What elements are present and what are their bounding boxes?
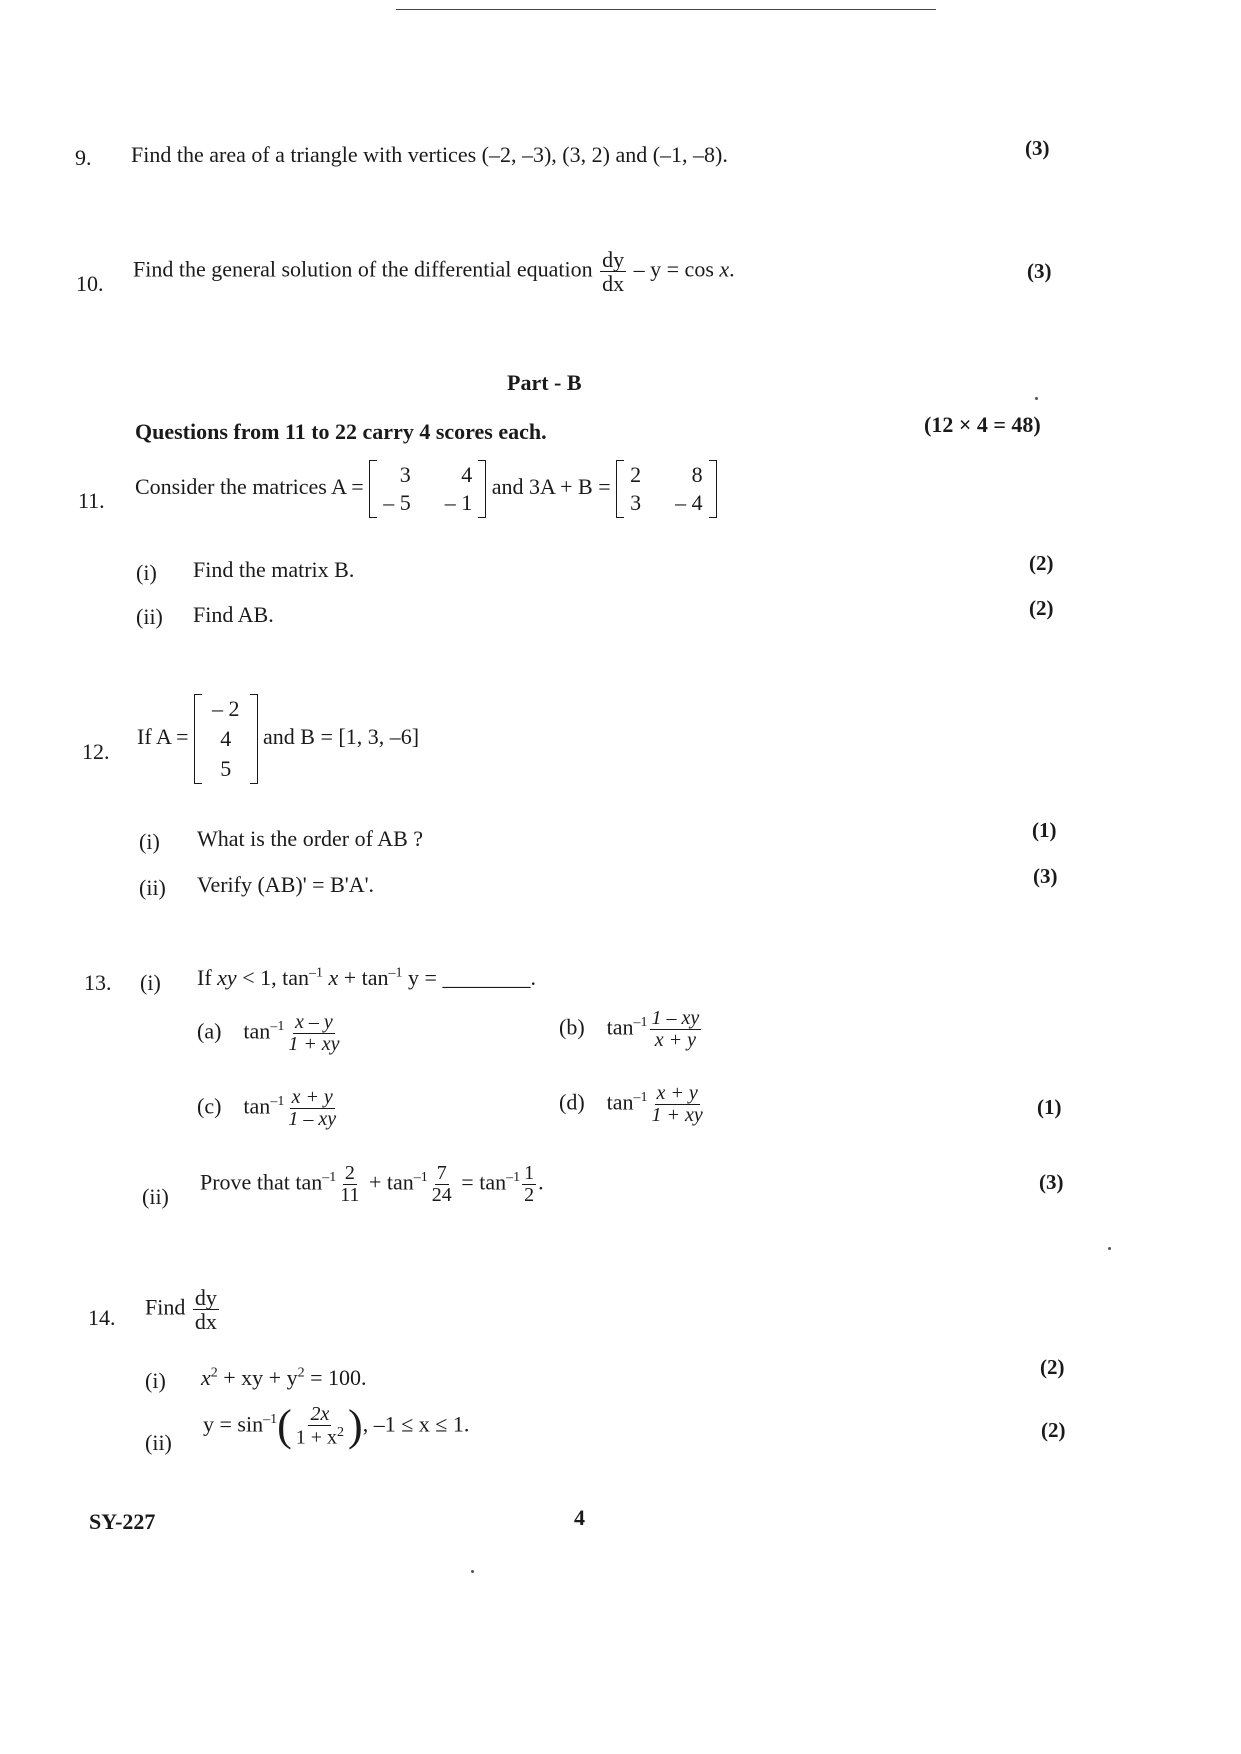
inverse-sup: –1 — [388, 965, 403, 981]
left-paren: ( — [277, 1401, 292, 1451]
inverse-sup: –1 — [308, 965, 323, 981]
q12-mid: and B = [1, 3, –6] — [263, 724, 420, 750]
fraction-2-11: $\frac{2}{11}$ — [340, 1162, 360, 1206]
inverse-sup: –1 — [270, 1019, 285, 1035]
option-label: (b) — [559, 1014, 585, 1040]
q14-i-mid: + xy + y — [223, 1365, 298, 1390]
q12-i-label: (i) — [139, 829, 160, 854]
q10-var: x — [719, 256, 730, 282]
scan-speck — [471, 1570, 474, 1573]
tan: tan — [606, 1014, 634, 1040]
q14-ii-tail: , –1 ≤ x ≤ 1. — [362, 1411, 470, 1437]
q13-i-xy: xy — [217, 965, 237, 990]
q12-ii-label: (ii) — [139, 875, 166, 900]
option-label: (a) — [197, 1018, 222, 1044]
q11-i-text: Find the matrix B. — [193, 557, 355, 582]
option-label: (c) — [197, 1093, 222, 1119]
matrix-cell: – 4 — [675, 490, 703, 515]
q14-ii-pre: y = sin — [203, 1411, 264, 1437]
inverse-sup: –1 — [322, 1170, 337, 1186]
q13-ii-statement — [200, 1163, 544, 1206]
part-b-total: (12 × 4 = 48) — [924, 412, 1041, 437]
q14-lead: Find — [145, 1294, 186, 1320]
q13-option-d — [559, 1083, 707, 1126]
matrix-cell: – 1 — [444, 490, 473, 515]
q13-option-b — [559, 1008, 703, 1051]
q13-i-cond: < 1, tan — [242, 965, 309, 990]
q11-lead: Consider the matrices A = — [135, 474, 364, 500]
matrix-cell: 3 — [630, 490, 642, 515]
matrix-cell: 4 — [461, 462, 473, 487]
q12-i-text: What is the order of AB ? — [197, 826, 424, 851]
q14-number: 14. — [88, 1305, 116, 1330]
q14-derivative: $\frac{dy}{dx}$ — [194, 1285, 217, 1335]
equals: = — [461, 1169, 474, 1195]
plus: + — [368, 1169, 382, 1195]
top-rule — [396, 9, 936, 10]
option-label: (d) — [559, 1089, 585, 1115]
matrix-cell: 8 — [691, 462, 703, 487]
q14-i-end: = 100. — [310, 1365, 367, 1390]
matrix-cell: 3 — [399, 462, 411, 487]
q14-ii-fraction: $\frac{2x}{1 + x^2}$ — [295, 1403, 345, 1449]
q12-i-marks: (1) — [1032, 818, 1057, 842]
page-number: 4 — [574, 1505, 585, 1530]
q10-tail: – y = cos — [633, 256, 714, 282]
inverse-sup: –1 — [270, 1094, 285, 1110]
q11-mid: and 3A + B = — [491, 474, 611, 500]
q13-i-x: x — [328, 965, 339, 990]
inverse-sup: –1 — [263, 1412, 278, 1428]
right-paren: ) — [348, 1401, 363, 1451]
page-code: SY-227 — [89, 1509, 156, 1534]
q11-line — [135, 460, 717, 518]
square-sup: 2 — [297, 1365, 305, 1381]
tan: tan — [386, 1169, 414, 1195]
matrix-cell: 4 — [220, 726, 232, 751]
q13-i-label: (i) — [140, 970, 161, 995]
q9-number: 9. — [75, 145, 92, 170]
scan-speck — [1108, 1247, 1111, 1250]
q13-i-stem — [197, 965, 536, 991]
matrix-cell: – 2 — [212, 696, 240, 721]
part-b-title: Part - B — [507, 370, 582, 395]
q12-matrix-a — [194, 694, 258, 784]
q13-i-plus: + tan — [343, 965, 389, 990]
q13-i-marks: (1) — [1037, 1095, 1062, 1119]
option-fraction: $\frac{x + y}{1 - xy}$ — [288, 1086, 337, 1130]
q13-ii-marks: (3) — [1039, 1170, 1064, 1194]
q14-i-label: (i) — [145, 1368, 166, 1393]
tan: tan — [243, 1018, 271, 1044]
q11-number: 11. — [78, 488, 105, 513]
q13-number: 13. — [84, 970, 112, 995]
q12-lead: If A = — [137, 724, 189, 750]
scan-speck — [1035, 397, 1038, 400]
q12-ii-text: Verify (AB)' = B'A'. — [197, 872, 375, 897]
q12-ii-marks: (3) — [1033, 864, 1058, 888]
q13-ii-end: . — [538, 1169, 544, 1195]
fraction-1-2: $\frac{1}{2}$ — [524, 1162, 535, 1206]
q10-number: 10. — [76, 271, 104, 296]
q14-ii-equation — [203, 1401, 470, 1451]
q13-i-y: y = — [408, 965, 437, 990]
inverse-sup: –1 — [633, 1015, 648, 1031]
matrix-cell: 5 — [220, 756, 232, 781]
tan: tan — [243, 1093, 271, 1119]
q11-ii-label: (ii) — [136, 604, 163, 629]
q9-text: Find the area of a triangle with vertices (–2, –3), (3, 2) and (–1, –8). — [131, 142, 728, 167]
q13-ii-label: (ii) — [142, 1184, 169, 1209]
q10-marks: (3) — [1027, 259, 1052, 283]
fraction-7-24: $\frac{7}{24}$ — [431, 1162, 452, 1206]
q14-i-marks: (2) — [1040, 1355, 1065, 1379]
option-fraction: $\frac{x - y}{1 + xy}$ — [288, 1011, 340, 1055]
q13-i-blank: ________. — [442, 965, 536, 990]
q9-marks: (3) — [1025, 136, 1050, 160]
q14-i-equation — [201, 1365, 367, 1391]
matrix-cell: – 5 — [383, 490, 411, 515]
part-b-instruction: Questions from 11 to 22 carry 4 scores each. — [135, 419, 547, 444]
inverse-sup: –1 — [506, 1170, 521, 1186]
q13-option-c — [197, 1087, 340, 1130]
q11-i-label: (i) — [136, 560, 157, 585]
q10-line — [133, 248, 735, 295]
q10-end: . — [729, 256, 735, 282]
inverse-sup: –1 — [633, 1090, 648, 1106]
tan: tan — [606, 1089, 634, 1115]
option-fraction: $\frac{1 - xy}{x + y}$ — [651, 1007, 700, 1051]
q11-matrix-a — [369, 460, 486, 518]
q10-text: Find the general solution of the differential equation — [133, 256, 593, 282]
q14-line — [145, 1286, 221, 1333]
q12-number: 12. — [82, 739, 110, 764]
tan: tan — [295, 1169, 323, 1195]
q10-derivative: $\frac{dy}{dx}$ — [602, 247, 625, 297]
q11-i-marks: (2) — [1029, 551, 1054, 575]
square-sup: 2 — [210, 1365, 218, 1381]
q14-i-x: x — [201, 1365, 211, 1390]
q11-ii-marks: (2) — [1029, 596, 1054, 620]
q13-i-prefix: If — [197, 965, 212, 990]
q12-line — [137, 694, 419, 784]
option-fraction: $\frac{x + y}{1 + xy}$ — [651, 1082, 703, 1126]
q11-matrix-b — [616, 460, 717, 518]
q14-ii-marks: (2) — [1041, 1418, 1066, 1442]
tan: tan — [479, 1169, 507, 1195]
matrix-cell: 2 — [630, 462, 642, 487]
q13-option-a — [197, 1012, 344, 1055]
q13-ii-text: Prove that — [200, 1169, 290, 1195]
inverse-sup: –1 — [413, 1170, 428, 1186]
q11-ii-text: Find AB. — [193, 602, 274, 627]
q14-ii-label: (ii) — [145, 1430, 172, 1455]
